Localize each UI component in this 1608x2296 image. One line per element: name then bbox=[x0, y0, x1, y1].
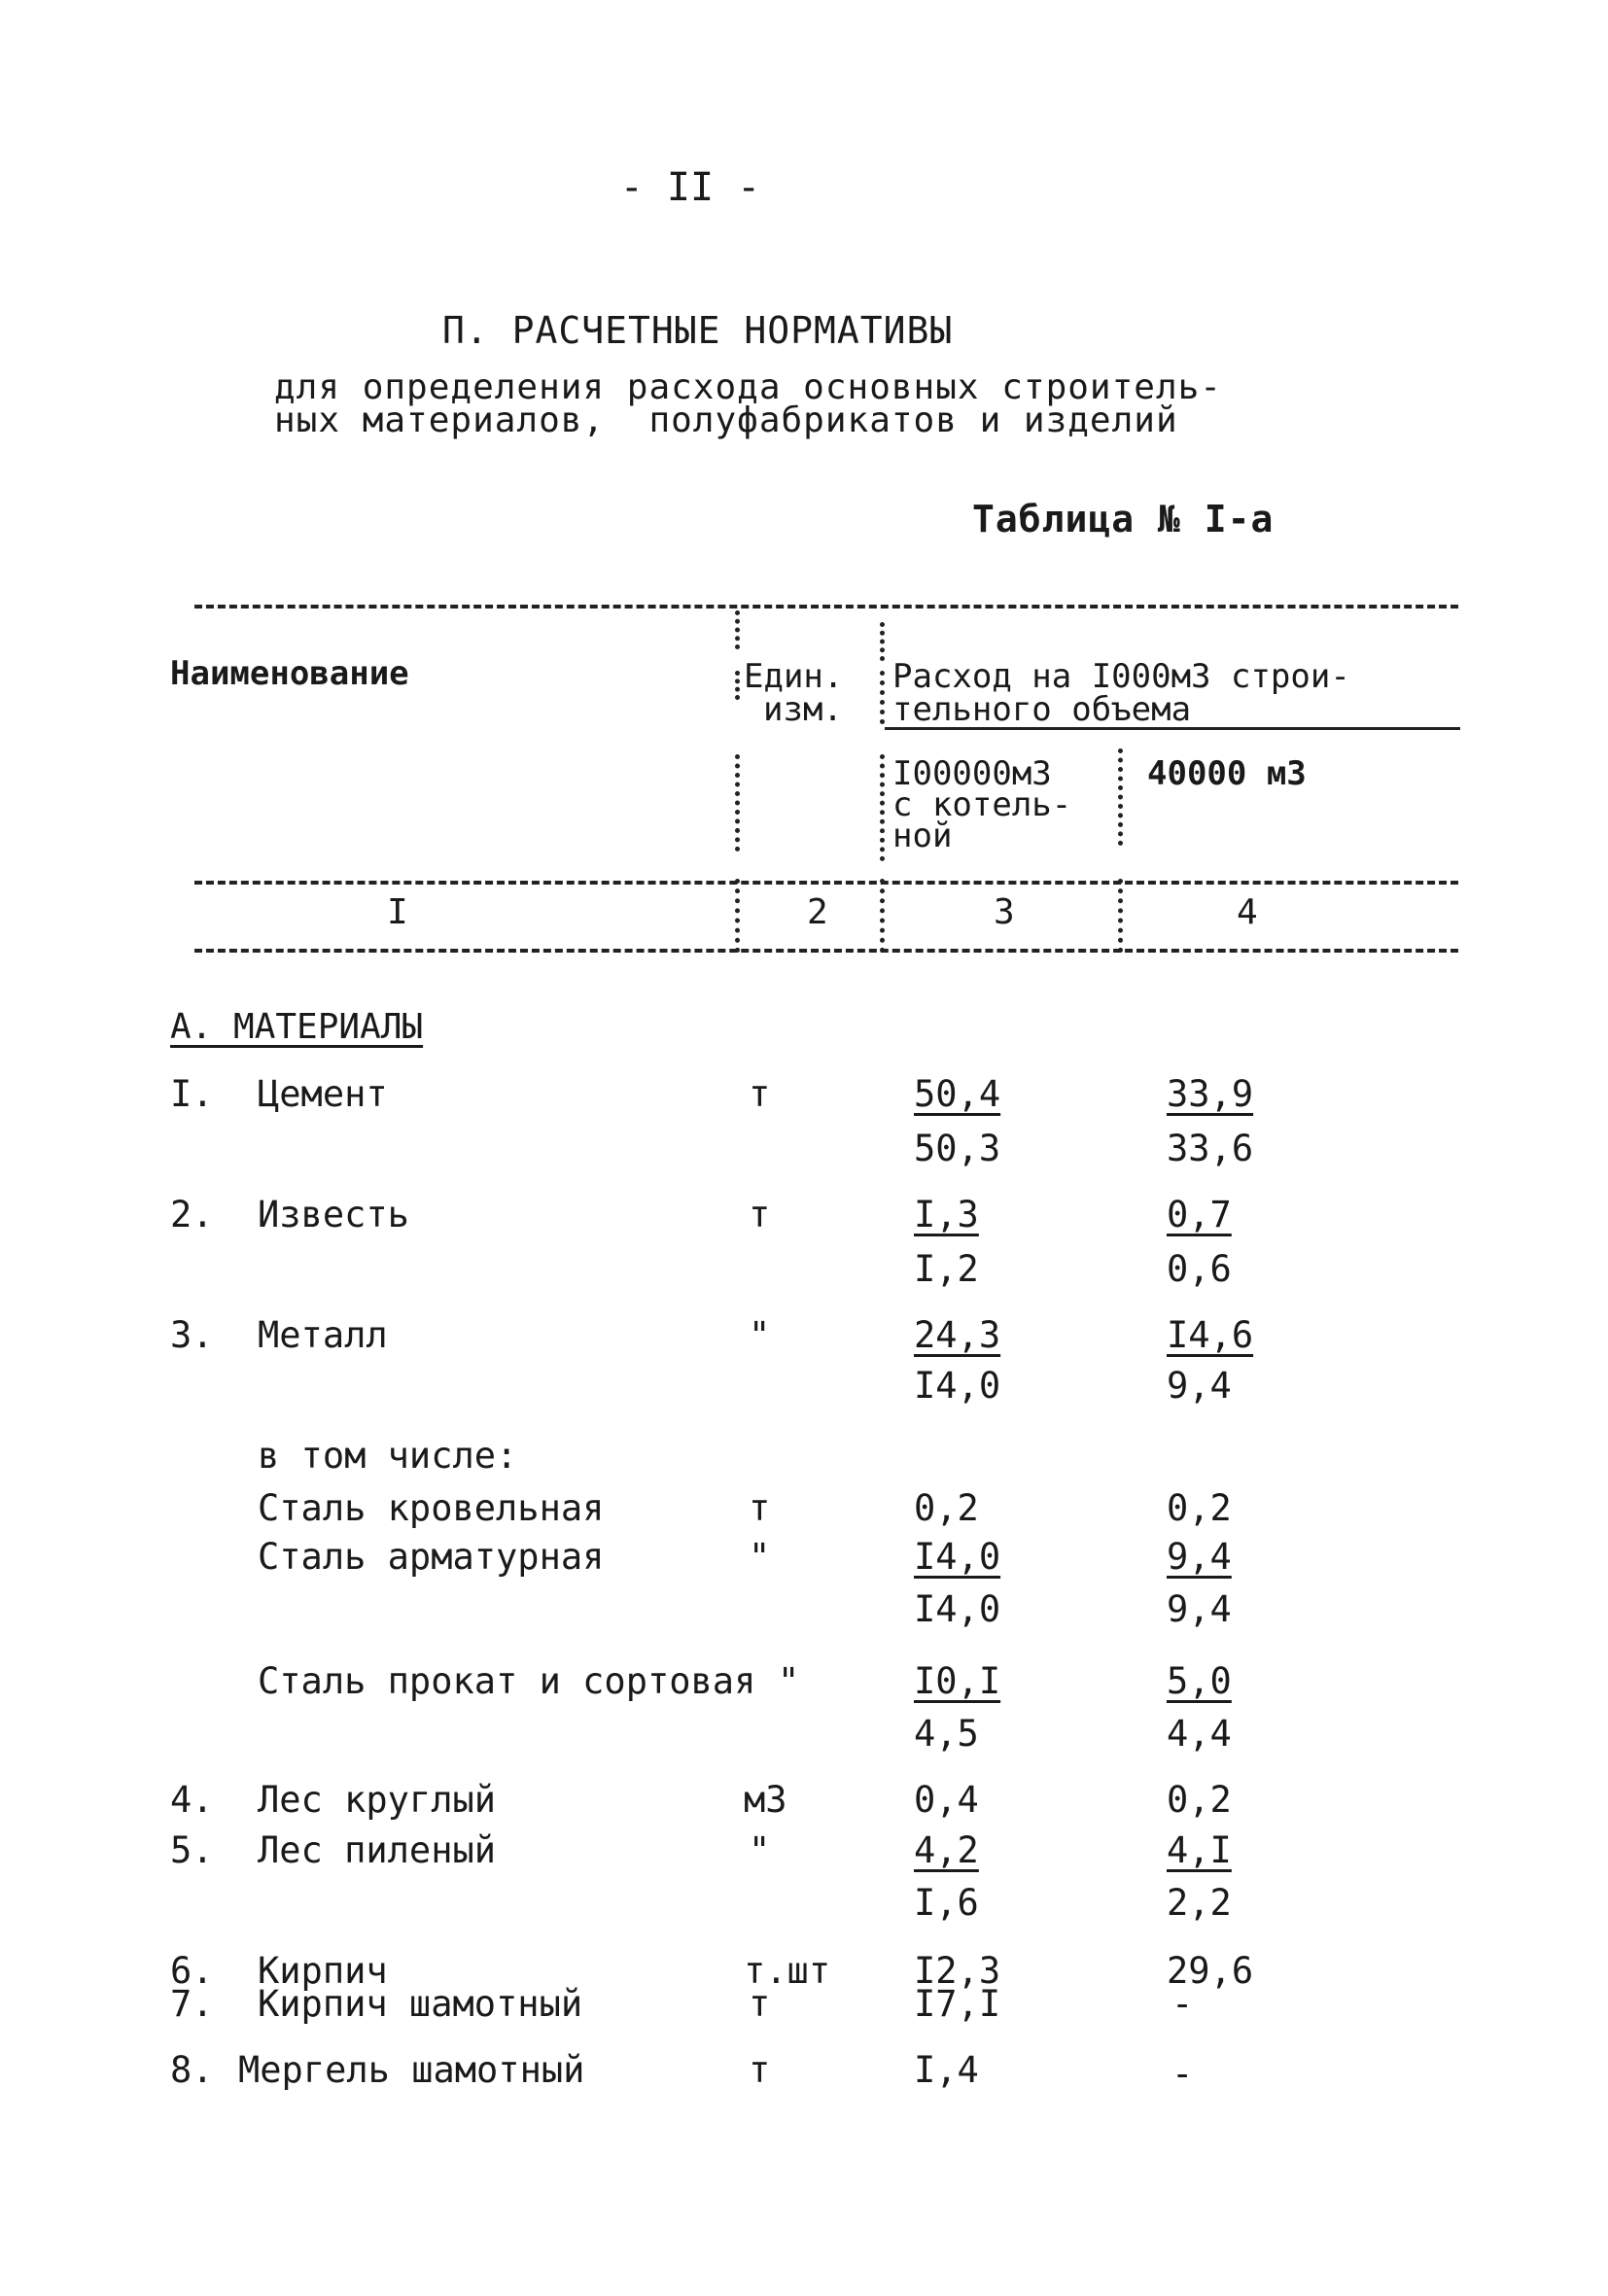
row-col3-top: I,3 bbox=[914, 1194, 979, 1235]
row-col3-bottom: I,2 bbox=[914, 1248, 979, 1290]
row-number: 4. bbox=[170, 1779, 214, 1821]
header-divider-unit bbox=[735, 671, 740, 700]
table-label: Таблица № I-а bbox=[972, 498, 1275, 540]
header-divider-unit-lower bbox=[735, 754, 740, 852]
row-number: 5. bbox=[170, 1829, 214, 1871]
header-unit-line-1: Един. bbox=[744, 657, 844, 696]
row-col4-top: 4,I bbox=[1167, 1829, 1232, 1871]
section-title: П. РАСЧЕТНЫЕ НОРМАТИВЫ bbox=[442, 309, 954, 352]
header-divider-2 bbox=[880, 622, 885, 661]
row-name: Сталь прокат и сортовая bbox=[258, 1660, 756, 1702]
row-col3: I7,I bbox=[914, 1983, 1001, 2025]
row-unit: т bbox=[749, 1073, 771, 1115]
row-name: Лес круглый bbox=[258, 1779, 497, 1821]
header-col4: 40000 м3 bbox=[1147, 754, 1307, 793]
row-col3-bottom: 50,3 bbox=[914, 1128, 1001, 1169]
subtitle-line-1: для определения расхода основных строитель- bbox=[274, 367, 1222, 407]
row-col4-bottom: 2,2 bbox=[1167, 1882, 1232, 1924]
column-number-3: 3 bbox=[994, 892, 1015, 932]
row-col4-bottom: 9,4 bbox=[1167, 1365, 1232, 1407]
row-col4: 0,2 bbox=[1167, 1487, 1232, 1529]
row-name: Сталь арматурная bbox=[258, 1536, 605, 1578]
row-unit: м3 bbox=[744, 1779, 787, 1821]
row-number: I. bbox=[170, 1073, 214, 1115]
row-unit: " bbox=[749, 1314, 771, 1356]
row-name: Мергель шамотный bbox=[238, 2049, 585, 2091]
column-number-1: I bbox=[387, 892, 408, 932]
row-col4: 29,6 bbox=[1167, 1950, 1254, 1992]
header-top-rule bbox=[194, 605, 1458, 609]
row-col4-bottom: 9,4 bbox=[1167, 1588, 1232, 1630]
row-unit: т bbox=[749, 1487, 771, 1529]
row-number: 3. bbox=[170, 1314, 214, 1356]
header-divider-col3 bbox=[880, 754, 885, 861]
colnum-divider-3 bbox=[1118, 879, 1123, 953]
row-col3-top: 50,4 bbox=[914, 1073, 1001, 1115]
row-col3-bottom: 4,5 bbox=[914, 1713, 979, 1755]
row-col4-bottom: 33,6 bbox=[1167, 1128, 1254, 1169]
row-name: Лес пиленый bbox=[258, 1829, 497, 1871]
row-col3-top: I0,I bbox=[914, 1660, 1001, 1702]
header-consumption-rule bbox=[885, 727, 1460, 730]
header-col3-line-3: ной bbox=[892, 817, 953, 855]
row-name: Кирпич bbox=[258, 1950, 388, 1992]
row-number: 8. bbox=[170, 2049, 214, 2091]
row-number: 7. bbox=[170, 1983, 214, 2025]
row-col3: I,4 bbox=[914, 2049, 979, 2091]
row-unit: " bbox=[778, 1660, 800, 1702]
row-col4: 0,2 bbox=[1167, 1779, 1232, 1821]
row-col4-top: I4,6 bbox=[1167, 1314, 1254, 1356]
row-col4-top: 0,7 bbox=[1167, 1194, 1232, 1235]
row-unit: т.шт bbox=[744, 1950, 831, 1992]
row-col4-top: 9,4 bbox=[1167, 1536, 1232, 1578]
row-col3-bottom: I4,0 bbox=[914, 1365, 1001, 1407]
row-col3-top: 24,3 bbox=[914, 1314, 1001, 1356]
row-unit: " bbox=[749, 1536, 771, 1578]
row-col4-top: 5,0 bbox=[1167, 1660, 1232, 1702]
row-number: 6. bbox=[170, 1950, 214, 1992]
header-bottom-rule bbox=[194, 949, 1458, 953]
colnum-divider-2 bbox=[880, 879, 885, 953]
header-consumption-line-2: тельного объема bbox=[892, 690, 1192, 729]
row-number: 2. bbox=[170, 1194, 214, 1235]
row-name: Сталь кровельная bbox=[258, 1487, 605, 1529]
subtitle-line-2: ных материалов, полуфабрикатов и изделий bbox=[274, 400, 1178, 440]
header-consumption-line-1: Расход на I000м3 строи- bbox=[892, 657, 1350, 696]
row-col4-bottom: 4,4 bbox=[1167, 1713, 1232, 1755]
row-col3-top: I4,0 bbox=[914, 1536, 1001, 1578]
header-mid-rule bbox=[194, 881, 1458, 885]
row-col3: 0,2 bbox=[914, 1487, 979, 1529]
row-col3-bottom: I,6 bbox=[914, 1882, 979, 1924]
column-number-4: 4 bbox=[1237, 892, 1258, 932]
section-a-heading: А. МАТЕРИАЛЫ bbox=[170, 1007, 424, 1047]
header-divider-col4 bbox=[1118, 748, 1123, 846]
row-col4-top: 33,9 bbox=[1167, 1073, 1254, 1115]
row-unit: т bbox=[749, 1983, 771, 2025]
row-col4: - bbox=[1171, 1983, 1194, 2025]
colnum-divider-1 bbox=[735, 879, 740, 953]
row-unit: т bbox=[749, 2049, 771, 2091]
row-col4: - bbox=[1171, 2053, 1194, 2095]
header-divider-1 bbox=[735, 610, 740, 649]
row-col3: I2,3 bbox=[914, 1950, 1001, 1992]
header-name: Наименование bbox=[170, 654, 409, 693]
row-name: Металл bbox=[258, 1314, 388, 1356]
row-name: Цемент bbox=[258, 1073, 388, 1115]
row-subheading: в том числе: bbox=[258, 1435, 518, 1477]
header-col3-line-1: I00000м3 bbox=[892, 754, 1052, 793]
row-col3: 0,4 bbox=[914, 1779, 979, 1821]
header-unit-line-2: изм. bbox=[763, 690, 843, 729]
row-name: Известь bbox=[258, 1194, 409, 1235]
row-col3-top: 4,2 bbox=[914, 1829, 979, 1871]
row-unit: " bbox=[749, 1829, 771, 1871]
row-col4-bottom: 0,6 bbox=[1167, 1248, 1232, 1290]
row-unit: т bbox=[749, 1194, 771, 1235]
header-col3-line-2: с котель- bbox=[892, 785, 1072, 824]
row-name: Кирпич шамотный bbox=[258, 1983, 583, 2025]
page-number: - II - bbox=[619, 165, 761, 210]
row-col3-bottom: I4,0 bbox=[914, 1588, 1001, 1630]
header-divider-consumption bbox=[880, 671, 885, 724]
column-number-2: 2 bbox=[807, 892, 828, 932]
